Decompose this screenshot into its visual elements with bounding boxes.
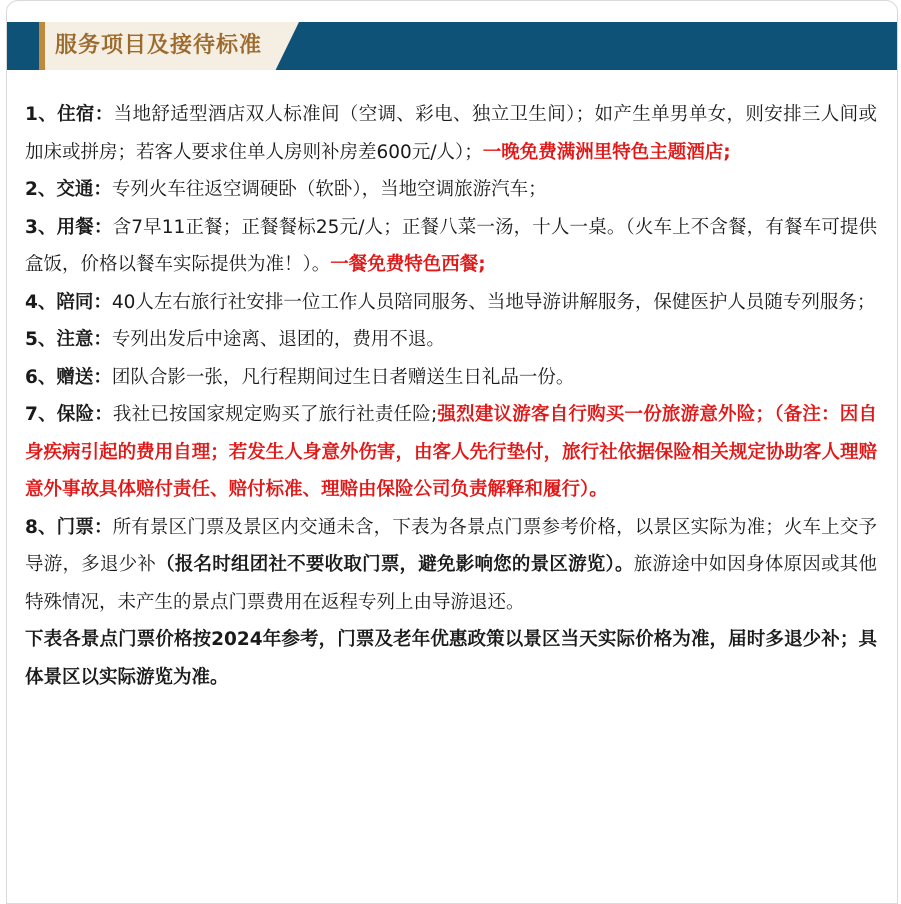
item-tickets <box>25 509 877 622</box>
item-highlight: 强烈建议游客自行购买一份旅游意外险；（备注：因自身疾病引起的费用自理；若发生人身意外伤害，由客人先行垫付，旅行社依据保险相关规定协助客人理赔意外事故具体赔付责任、赔付标准、理赔由保险公司负责解释和履行）。 <box>25 404 877 500</box>
item-accommodation <box>25 96 877 171</box>
item-text: 当地舒适型酒店双人标准间（空调、彩电、独立卫生间）；如产生单男单女，则安排三人间或加床或拼房；若客人要求住单人房则补房差600元/人）； <box>25 104 877 163</box>
footer-note: 下表各景点门票价格按2024年参考，门票及老年优惠政策以景区当天实际价格为准，届时多退少补；具体景区以实际游览为准。 <box>25 629 877 688</box>
item-text: 40人左右旅行社安排一位工作人员陪同服务、当地导游讲解服务，保健医护人员随专列服务； <box>111 291 876 313</box>
item-label: 7、保险： <box>25 404 113 425</box>
item-text: 团队合影一张，凡行程期间过生日者赠送生日礼品一份。 <box>111 366 575 388</box>
section-title: 服务项目及接待标准 <box>55 33 263 58</box>
item-gifts <box>25 359 877 397</box>
item-transport <box>25 171 877 209</box>
item-insurance <box>25 396 877 509</box>
item-label: 8、门票： <box>25 516 113 538</box>
item-highlight: 一晚免费满洲里特色主题酒店; <box>482 141 731 163</box>
item-escort <box>25 284 877 322</box>
item-text: 专列火车往返空调硬卧（软卧），当地空调旅游汽车； <box>111 179 547 200</box>
item-notice <box>25 321 877 359</box>
item-text-after: 旅游途中如因身体原因或其他特殊情况，未产生的景点门票费用在返程专列上由导游退还。 <box>25 554 877 613</box>
item-label: 1、住宿： <box>25 104 114 125</box>
item-highlight: 一餐免费特色西餐; <box>330 254 486 275</box>
item-bold-note: （报名时组团社不要收取门票，避免影响您的景区游览）。 <box>156 554 634 575</box>
item-text: 专列出发后中途离、退团的，费用不退。 <box>111 329 445 350</box>
item-label: 6、赠送： <box>25 366 112 388</box>
item-text: 含7早11正餐；正餐餐标25元/人；正餐八菜一汤，十人一桌。（火车上不含餐，有餐车可提供盒饭，价格以餐车实际提供为准！）。 <box>25 216 877 275</box>
item-label: 2、交通： <box>25 179 112 200</box>
item-text: 所有景区门票及景区内交通未含，下表为各景点门票参考价格，以景区实际为准；火车上交予导游，多退少补 <box>25 516 877 575</box>
service-items-list <box>25 96 877 696</box>
item-meals <box>25 209 877 284</box>
item-label: 4、陪同： <box>25 291 112 313</box>
item-label: 3、用餐： <box>25 216 113 238</box>
item-label: 5、注意： <box>25 329 112 350</box>
item-text: 我社已按国家规定购买了旅行社责任险; <box>112 404 438 425</box>
title-accent-stripe <box>39 22 45 70</box>
